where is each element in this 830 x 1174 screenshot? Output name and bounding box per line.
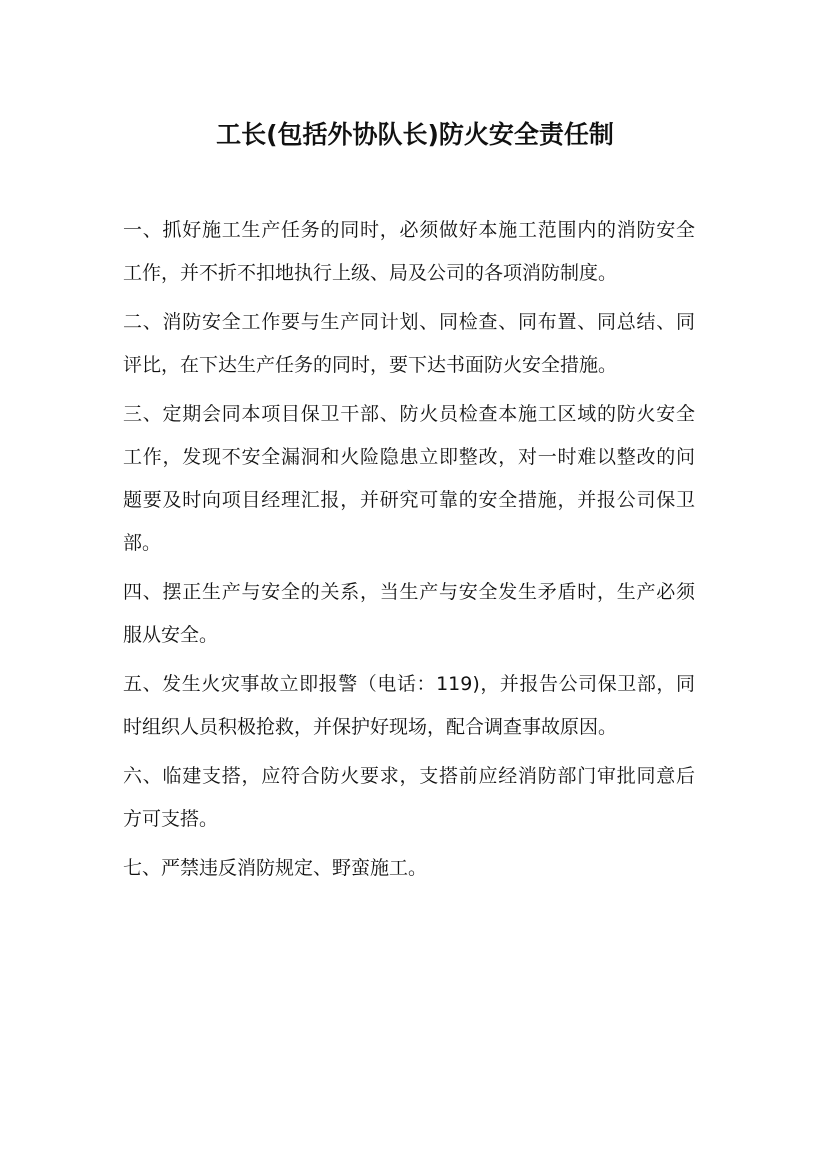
clause-2 — [123, 301, 695, 387]
text-line: 工作，发现不安全漏洞和火险隐患立即整改，对一时难以整改的问 — [123, 446, 695, 468]
text-line: 二、消防安全工作要与生产同计划、同检查、同布置、同总结、同 — [123, 311, 695, 333]
text-line: 部。 — [123, 532, 162, 554]
clause-1 — [123, 209, 695, 295]
text-line: 五、发生火灾事故立即报警（电话：119)，并报告公司保卫部，同 — [123, 673, 695, 695]
text-line: 一、抓好施工生产任务的同时，必须做好本施工范围内的消防安全 — [123, 219, 695, 241]
clause-5 — [123, 663, 695, 749]
document-title: 工长(包括外协队长)防火安全责任制 — [216, 120, 614, 149]
text-line: 七、严禁违反消防规定、野蛮施工。 — [123, 857, 428, 879]
document-body — [123, 209, 695, 896]
text-line: 六、临建支搭，应符合防火要求，支搭前应经消防部门审批同意后 — [123, 765, 695, 787]
clause-3 — [123, 393, 695, 565]
text-line: 题要及时向项目经理汇报，并研究可靠的安全措施，并报公司保卫 — [123, 489, 695, 511]
clause-6 — [123, 755, 695, 841]
text-line: 工作，并不折不扣地执行上级、局及公司的各项消防制度。 — [123, 262, 618, 284]
clause-7 — [123, 847, 695, 890]
text-line: 服从安全。 — [123, 624, 219, 646]
text-line: 方可支搭。 — [123, 808, 219, 830]
clause-4 — [123, 571, 695, 657]
text-line: 三、定期会同本项目保卫干部、防火员检查本施工区域的防火安全 — [123, 403, 695, 425]
text-line: 四、摆正生产与安全的关系，当生产与安全发生矛盾时，生产必须 — [123, 581, 695, 603]
text-line: 时组织人员积极抢救，并保护好现场，配合调查事故原因。 — [123, 716, 618, 738]
text-line: 评比，在下达生产任务的同时，要下达书面防火安全措施。 — [123, 354, 618, 376]
